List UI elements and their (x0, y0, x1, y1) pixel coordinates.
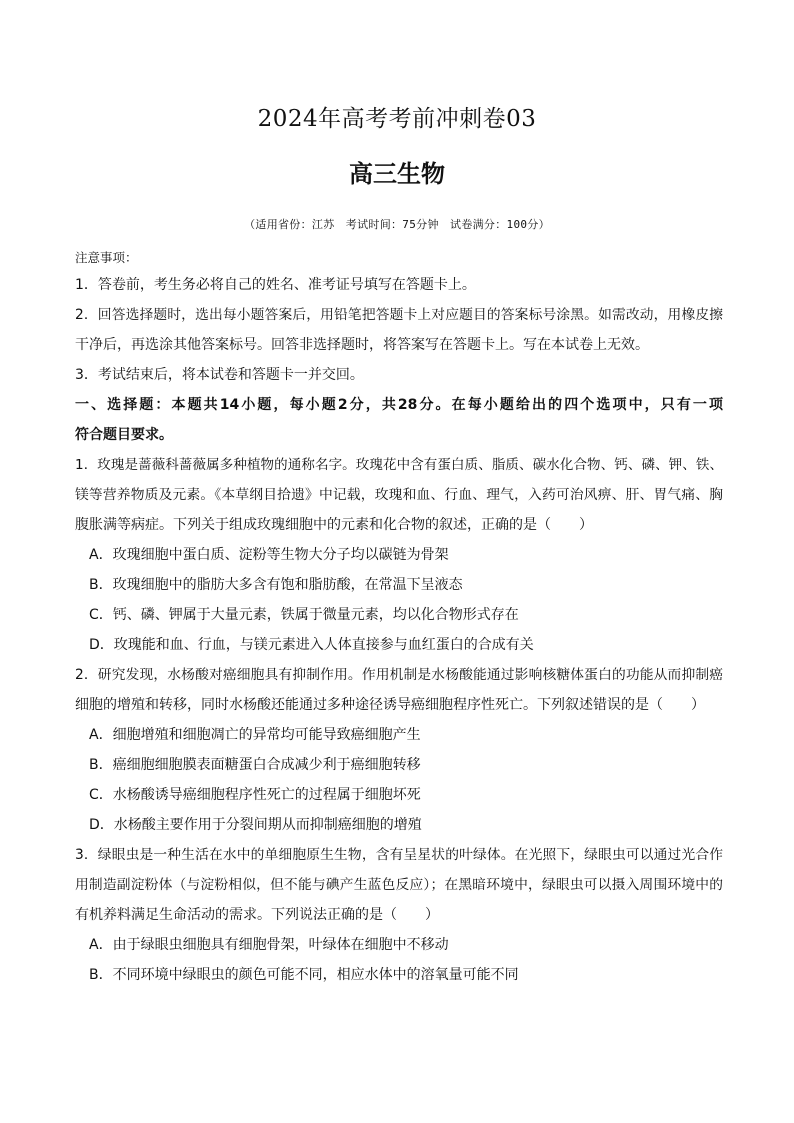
question-3-stem: 有机养料满足生命活动的需求。下列说法正确的是（ ） (75, 907, 439, 923)
question-2-stem: 2．研究发现，水杨酸对癌细胞具有抑制作用。作用机制是水杨酸能通过影响核糖体蛋白的功能从而抑制癌 (75, 667, 723, 683)
question-1-option-b: B．玫瑰细胞中的脂肪大多含有饱和脂肪酸，在常温下呈液态 (89, 577, 463, 593)
section-heading-continued: 符合题目要求。 (75, 427, 173, 443)
question-3-stem: 用制造副淀粉体（与淀粉相似，但不能与碘产生蓝色反应）；在黑暗环境中，绿眼虫可以摄入周围环境中的 (75, 877, 723, 893)
question-1-option-d: D．玫瑰能和血、行血，与镁元素进入人体直接参与血红蛋白的合成有关 (89, 637, 534, 653)
question-3-option-b: B．不同环境中绿眼虫的颜色可能不同，相应水体中的溶氧量可能不同 (89, 967, 519, 983)
question-2-option-d: D．水杨酸主要作用于分裂间期从而抑制癌细胞的增殖 (89, 817, 422, 833)
question-1-stem: 1．玫瑰是蔷薇科蔷薇属多种植物的通称名字。玫瑰花中含有蛋白质、脂质、碳水化合物、钙、磷、钾、铁、 (75, 457, 723, 473)
question-1-option-a: A．玫瑰细胞中蛋白质、淀粉等生物大分子均以碳链为骨架 (89, 547, 449, 563)
question-3-stem: 3．绿眼虫是一种生活在水中的单细胞原生生物，含有呈星状的叶绿体。在光照下，绿眼虫可以通过光合作 (75, 847, 723, 863)
question-1-stem: 腹胀满等病症。下列关于组成玫瑰细胞中的元素和化合物的叙述，正确的是（ ） (75, 517, 593, 533)
question-3-option-a: A．由于绿眼虫细胞具有细胞骨架，叶绿体在细胞中不移动 (89, 937, 449, 953)
exam-subject: 高三生物 (349, 160, 445, 188)
exam-meta: （适用省份：江苏 考试时间：75分钟 试卷满分：100分） (244, 218, 550, 231)
section-heading: 一、选择题：本题共14小题，每小题2分，共28分。在每小题给出的四个选项中，只有一项 (75, 397, 723, 413)
question-1-option-c: C．钙、磷、钾属于大量元素，铁属于微量元素，均以化合物形式存在 (89, 607, 519, 623)
notice-label: 注意事项： (75, 250, 138, 265)
question-2-option-b: B．癌细胞细胞膜表面糖蛋白合成减少利于癌细胞转移 (89, 757, 421, 773)
notice-item: 3．考试结束后，将本试卷和答题卡一并交回。 (75, 367, 364, 383)
question-2-option-c: C．水杨酸诱导癌细胞程序性死亡的过程属于细胞坏死 (89, 787, 421, 803)
notice-item: 1．答卷前，考生务必将自己的姓名、准考证号填写在答题卡上。 (75, 277, 476, 293)
exam-body (75, 246, 723, 990)
notice-item-continued: 干净后，再选涂其他答案标号。回答非选择题时，将答案写在答题卡上。写在本试卷上无效。 (75, 337, 649, 353)
exam-title: 2024年高考考前冲刺卷03 (257, 106, 537, 132)
question-2-option-a: A．细胞增殖和细胞凋亡的异常均可能导致癌细胞产生 (89, 727, 421, 743)
question-2-stem: 细胞的增殖和转移，同时水杨酸还能通过多种途径诱导癌细胞程序性死亡。下列叙述错误的是（ ） (75, 697, 705, 713)
question-1-stem: 镁等营养物质及元素。《本草纲目拾遗》中记载，玫瑰和血、行血、理气，入药可治风痹、肝、胃气痛、胸 (75, 487, 723, 503)
notice-item: 2．回答选择题时，选出每小题答案后，用铅笔把答题卡上对应题目的答案标号涂黑。如需改动，用橡皮擦 (75, 307, 723, 323)
